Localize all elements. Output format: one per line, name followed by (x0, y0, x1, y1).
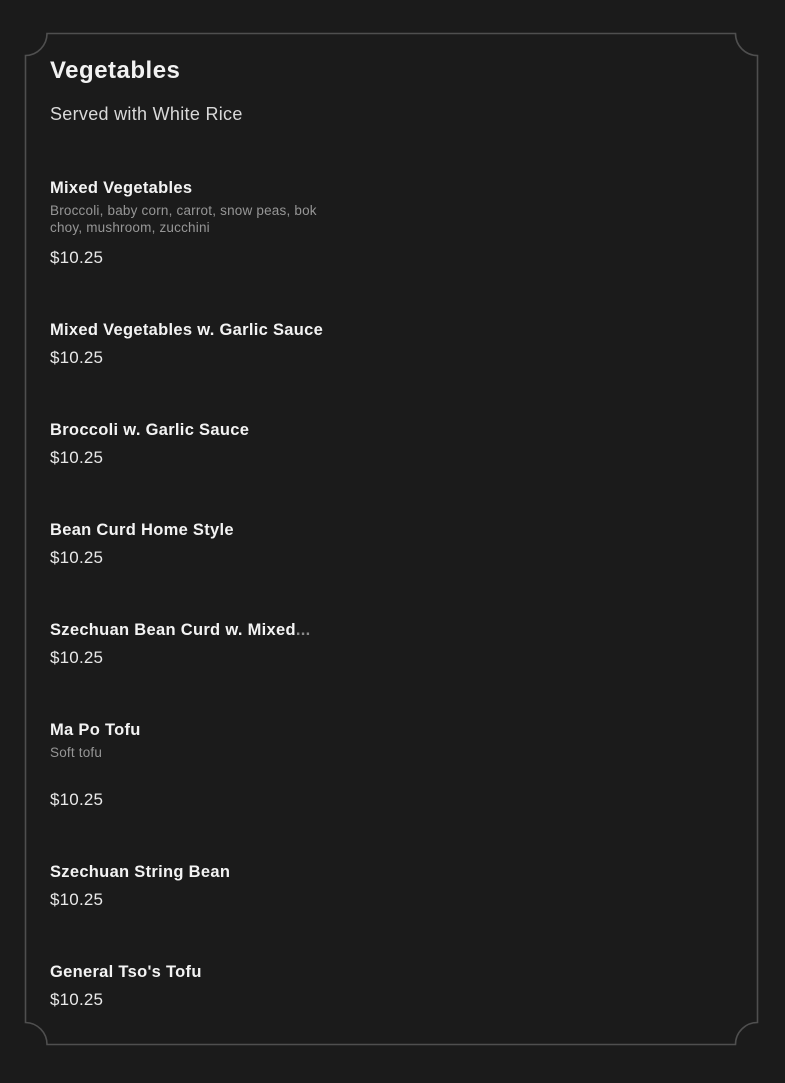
section-title: Vegetables (50, 57, 181, 84)
menu-item-name-text: Ma Po Tofu (50, 721, 141, 739)
menu-item-name (50, 417, 710, 444)
menu-item-name-ellipsis: ... (295, 621, 311, 639)
menu-item-name-text: Szechuan String Bean (50, 863, 231, 881)
menu-item[interactable] (50, 859, 710, 913)
menu-item-name (50, 175, 710, 202)
menu-item-name (50, 517, 710, 544)
section-subtitle: Served with White Rice (50, 104, 243, 124)
menu-section-card (50, 56, 710, 1013)
menu-item-name-text: Mixed Vegetables (50, 179, 193, 197)
menu-item[interactable] (50, 417, 710, 471)
menu-item-price: $10.25 (50, 448, 104, 467)
menu-item[interactable] (50, 317, 710, 371)
menu-item-price: $10.25 (50, 790, 104, 809)
menu-item[interactable] (50, 959, 710, 1013)
menu-item[interactable] (50, 617, 710, 671)
menu-item-name-text: Bean Curd Home Style (50, 521, 234, 539)
menu-item[interactable] (50, 517, 710, 571)
menu-item-name-text: Szechuan Bean Curd w. Mixed (50, 621, 296, 639)
menu-item-price: $10.25 (50, 348, 104, 367)
menu-item-description: Soft tofu (50, 745, 103, 760)
menu-item-name-text: Broccoli w. Garlic Sauce (50, 421, 250, 439)
menu-item-price: $10.25 (50, 548, 104, 567)
menu-item-name (50, 717, 710, 744)
menu-item-price: $10.25 (50, 648, 104, 667)
menu-item-price: $10.25 (50, 248, 104, 267)
menu-item[interactable] (50, 717, 710, 813)
menu-item-name (50, 617, 710, 644)
menu-item-name-text: Mixed Vegetables w. Garlic Sauce (50, 321, 324, 339)
menu-item-price: $10.25 (50, 990, 104, 1009)
menu-item-list (50, 175, 710, 1013)
menu-item-description: Broccoli, baby corn, carrot, snow peas, bok choy, mushroom, zucchini (50, 203, 317, 235)
menu-item[interactable] (50, 175, 710, 271)
menu-item-name-text: General Tso's Tofu (50, 963, 202, 981)
menu-item-price: $10.25 (50, 890, 104, 909)
menu-item-name (50, 859, 710, 886)
menu-item-name (50, 959, 710, 986)
menu-item-name (50, 317, 710, 344)
